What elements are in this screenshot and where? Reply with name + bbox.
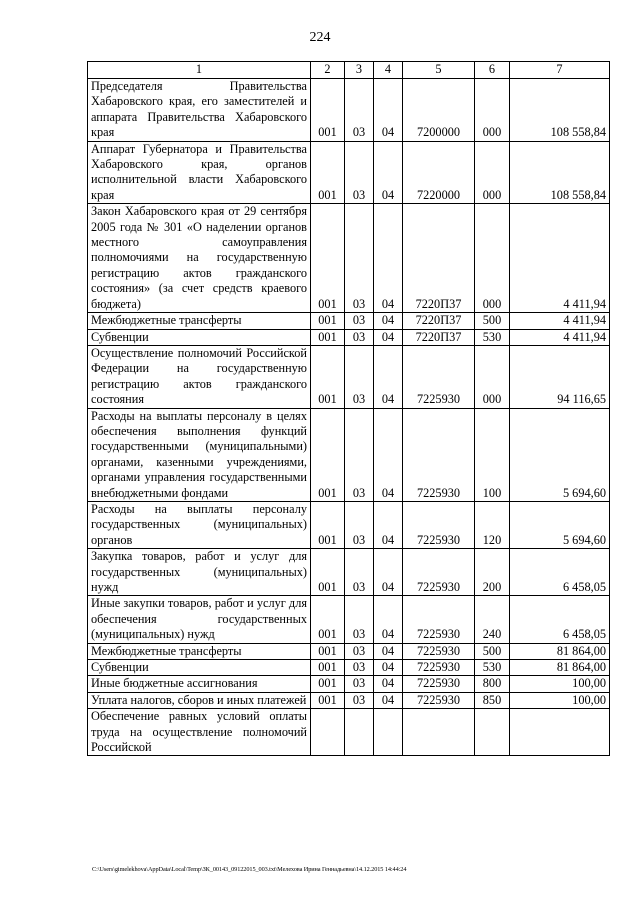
- table-row: [88, 676, 610, 692]
- row-code-5: 7220000: [403, 141, 475, 204]
- row-code-2: 001: [311, 408, 345, 501]
- row-code-4: 04: [374, 660, 403, 676]
- table-row: [88, 692, 610, 708]
- row-name: Субвенции: [88, 660, 311, 676]
- row-code-5: 7225930: [403, 660, 475, 676]
- row-code-6: 120: [475, 501, 510, 548]
- header-col-7: 7: [510, 62, 610, 79]
- row-code-2: 001: [311, 329, 345, 345]
- table-row: [88, 345, 610, 408]
- row-amount: 81 864,00: [510, 643, 610, 659]
- row-amount: 108 558,84: [510, 141, 610, 204]
- row-code-6: 850: [475, 692, 510, 708]
- row-code-3: 03: [345, 549, 374, 596]
- row-code-6: 200: [475, 549, 510, 596]
- row-amount: 6 458,05: [510, 596, 610, 643]
- table-row: [88, 141, 610, 204]
- table-row: [88, 660, 610, 676]
- row-code-5: 7225930: [403, 408, 475, 501]
- row-amount: 5 694,60: [510, 501, 610, 548]
- table-row: [88, 596, 610, 643]
- row-amount: 4 411,94: [510, 313, 610, 329]
- row-code-3: 03: [345, 501, 374, 548]
- row-code-4: 04: [374, 549, 403, 596]
- row-name: Иные бюджетные ассигнования: [88, 676, 311, 692]
- row-code-4: 04: [374, 204, 403, 313]
- row-name: Обеспечение равных условий оплаты труда на осуществление полномочий Российской: [88, 709, 311, 756]
- table-row: [88, 709, 610, 756]
- row-code-2: 001: [311, 79, 345, 142]
- row-code-6: 000: [475, 345, 510, 408]
- row-name: Аппарат Губернатора и Правительства Хабаровского края, органов исполнительной власти Хабаровского края: [88, 141, 311, 204]
- row-code-6: 530: [475, 329, 510, 345]
- row-name: Межбюджетные трансферты: [88, 313, 311, 329]
- row-code-4: 04: [374, 596, 403, 643]
- row-code-4: [374, 709, 403, 756]
- row-code-3: 03: [345, 643, 374, 659]
- header-col-1: 1: [88, 62, 311, 79]
- row-code-3: 03: [345, 141, 374, 204]
- row-code-4: 04: [374, 313, 403, 329]
- row-amount: 100,00: [510, 676, 610, 692]
- row-name: Расходы на выплаты персоналу государственных (муниципальных) органов: [88, 501, 311, 548]
- row-code-5: 7200000: [403, 79, 475, 142]
- table-row: [88, 313, 610, 329]
- row-amount: 5 694,60: [510, 408, 610, 501]
- row-code-3: 03: [345, 596, 374, 643]
- row-code-4: 04: [374, 141, 403, 204]
- row-name: Закон Хабаровского края от 29 сентября 2005 года № 301 «О наделении органов местного самоуправления полномочиями на государственную регистрацию актов гражданского состояния» (за счет средств краевого бюджета): [88, 204, 311, 313]
- row-code-2: 001: [311, 643, 345, 659]
- row-amount: 94 116,65: [510, 345, 610, 408]
- row-code-2: 001: [311, 204, 345, 313]
- row-code-5: 7225930: [403, 692, 475, 708]
- row-code-3: 03: [345, 660, 374, 676]
- row-code-2: [311, 709, 345, 756]
- row-code-4: 04: [374, 408, 403, 501]
- row-code-6: 530: [475, 660, 510, 676]
- header-col-4: 4: [374, 62, 403, 79]
- row-amount: 108 558,84: [510, 79, 610, 142]
- row-amount: 4 411,94: [510, 204, 610, 313]
- header-col-5: 5: [403, 62, 475, 79]
- table-row: [88, 79, 610, 142]
- row-code-2: 001: [311, 501, 345, 548]
- row-code-6: 000: [475, 141, 510, 204]
- row-code-4: 04: [374, 643, 403, 659]
- row-code-3: 03: [345, 676, 374, 692]
- row-code-3: [345, 709, 374, 756]
- row-name: Субвенции: [88, 329, 311, 345]
- row-code-3: 03: [345, 408, 374, 501]
- row-code-2: 001: [311, 313, 345, 329]
- file-path-footer: C:\Users\gimelekhova\AppData\Local\Temp\ЗК_00143_09122015_003.txt\Мелехова Ирина Геннадьевна\14.12.2015 14:44:24: [92, 866, 407, 873]
- row-code-5: 7225930: [403, 676, 475, 692]
- header-col-3: 3: [345, 62, 374, 79]
- row-amount: 81 864,00: [510, 660, 610, 676]
- row-code-2: 001: [311, 660, 345, 676]
- row-code-4: 04: [374, 501, 403, 548]
- row-name: Председателя Правительства Хабаровского края, его заместителей и аппарата Правительства Хабаровского края: [88, 79, 311, 142]
- row-code-2: 001: [311, 345, 345, 408]
- row-code-2: 001: [311, 676, 345, 692]
- row-code-5: 7220П37: [403, 204, 475, 313]
- table-row: [88, 408, 610, 501]
- table-row: [88, 204, 610, 313]
- row-code-4: 04: [374, 692, 403, 708]
- row-code-3: 03: [345, 692, 374, 708]
- row-amount: [510, 709, 610, 756]
- row-name: Уплата налогов, сборов и иных платежей: [88, 692, 311, 708]
- row-code-2: 001: [311, 549, 345, 596]
- row-code-5: 7225930: [403, 345, 475, 408]
- row-code-6: [475, 709, 510, 756]
- row-name: Расходы на выплаты персоналу в целях обеспечения выполнения функций государственными (муниципальными) органами, казенными учреждениями, органами управления государственными внебюджетными фондами: [88, 408, 311, 501]
- row-code-3: 03: [345, 204, 374, 313]
- table-row: [88, 329, 610, 345]
- row-code-5: 7220П37: [403, 329, 475, 345]
- row-amount: 100,00: [510, 692, 610, 708]
- row-name: Межбюджетные трансферты: [88, 643, 311, 659]
- row-code-6: 000: [475, 204, 510, 313]
- row-amount: 4 411,94: [510, 329, 610, 345]
- row-code-6: 500: [475, 313, 510, 329]
- header-row: [88, 62, 610, 79]
- row-code-6: 000: [475, 79, 510, 142]
- row-code-3: 03: [345, 329, 374, 345]
- row-code-4: 04: [374, 345, 403, 408]
- row-name: Закупка товаров, работ и услуг для государственных (муниципальных) нужд: [88, 549, 311, 596]
- row-name: Осуществление полномочий Российской Федерации на государственную регистрацию актов гражданского состояния: [88, 345, 311, 408]
- row-code-3: 03: [345, 79, 374, 142]
- table-row: [88, 549, 610, 596]
- row-code-2: 001: [311, 596, 345, 643]
- table-row: [88, 643, 610, 659]
- row-code-5: 7225930: [403, 643, 475, 659]
- row-code-3: 03: [345, 313, 374, 329]
- header-col-2: 2: [311, 62, 345, 79]
- row-code-5: 7220П37: [403, 313, 475, 329]
- row-code-5: 7225930: [403, 549, 475, 596]
- table-row: [88, 501, 610, 548]
- row-name: Иные закупки товаров, работ и услуг для обеспечения государственных (муниципальных) нужд: [88, 596, 311, 643]
- row-code-4: 04: [374, 79, 403, 142]
- row-code-2: 001: [311, 141, 345, 204]
- row-code-4: 04: [374, 676, 403, 692]
- row-code-3: 03: [345, 345, 374, 408]
- row-code-5: 7225930: [403, 501, 475, 548]
- row-code-4: 04: [374, 329, 403, 345]
- row-code-2: 001: [311, 692, 345, 708]
- page-number: 224: [309, 30, 331, 45]
- row-code-6: 500: [475, 643, 510, 659]
- row-amount: 6 458,05: [510, 549, 610, 596]
- row-code-6: 800: [475, 676, 510, 692]
- row-code-6: 100: [475, 408, 510, 501]
- row-code-5: [403, 709, 475, 756]
- row-code-6: 240: [475, 596, 510, 643]
- header-col-6: 6: [475, 62, 510, 79]
- row-code-5: 7225930: [403, 596, 475, 643]
- budget-table: [87, 61, 610, 756]
